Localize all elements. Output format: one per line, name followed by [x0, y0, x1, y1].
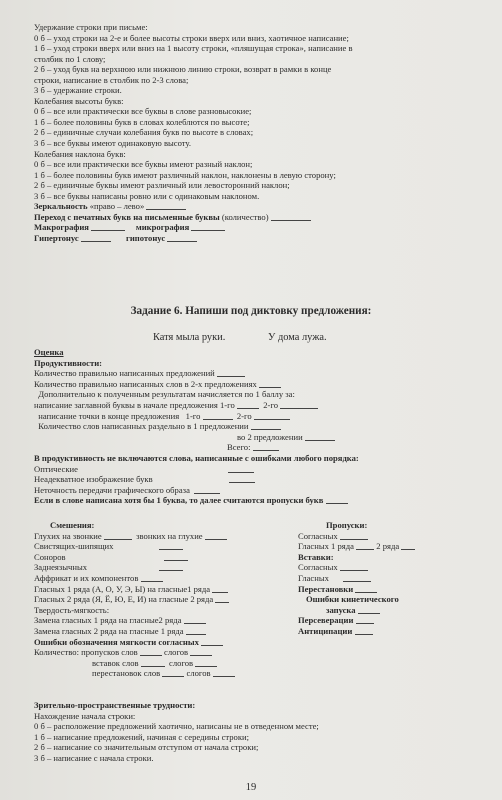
blank-line	[343, 581, 371, 582]
productivity-heading: Продуктивности:	[34, 357, 103, 368]
text: Перестановки	[298, 583, 354, 594]
omissions-heading: Пропуски:	[326, 520, 368, 530]
text-line: строки, написание в столбик по 2-3 слова;	[34, 74, 189, 85]
blank-line	[194, 493, 220, 494]
insertions-heading: Вставки:	[298, 551, 334, 562]
text: Оптические	[34, 463, 78, 474]
blank-line	[356, 549, 374, 550]
text: 2-го	[236, 410, 252, 421]
text: слогов	[169, 657, 194, 668]
blank-line	[217, 376, 245, 377]
micro-label: микрография	[135, 222, 190, 233]
page-number: 19	[245, 782, 257, 793]
blank-line	[280, 408, 318, 409]
blank-line	[215, 602, 229, 603]
text: Всего:	[227, 442, 251, 453]
total-line	[34, 442, 474, 453]
blank-line	[140, 655, 162, 656]
blank-line	[162, 676, 184, 677]
text-line: 1 б – более половины букв имеют различный наклон, наклонены в левую сторону;	[34, 169, 336, 180]
mixing-column	[34, 520, 284, 679]
words-count-line	[34, 379, 474, 390]
blank-line	[201, 645, 223, 646]
mirror-text: «право – лево»	[89, 201, 145, 212]
blank-line	[259, 387, 281, 388]
blank-line	[104, 539, 132, 540]
text: Количество: пропусков слов	[34, 647, 138, 658]
if-one-heading	[34, 495, 474, 506]
hardness-line: Твердость-мягкость:	[34, 604, 110, 615]
text: 2-го	[263, 399, 279, 410]
blank-line	[141, 666, 165, 667]
text: Соноров	[34, 551, 66, 562]
antic-line	[298, 626, 478, 637]
text-line: 3 б – написание с начала строки.	[34, 752, 154, 763]
blank-line	[195, 666, 217, 667]
blank-line	[205, 539, 227, 540]
text-line: 1 б – более половины букв в словах колеблются по высоте;	[34, 116, 250, 127]
spatial-sub: Нахождение начала строки:	[34, 710, 136, 721]
text: Неадекватное изображение букв	[34, 474, 153, 485]
not-included-heading: В продуктивность не включаются слова, написанные с ошибками любого порядка:	[34, 452, 359, 463]
text: Свистящих-шипящих	[34, 541, 114, 552]
text: звонких на глухие	[136, 530, 203, 541]
blank-line	[237, 408, 259, 409]
blank-line	[81, 241, 111, 242]
text: Замена гласных 1 ряда на гласные2 ряда	[34, 615, 182, 626]
transition-label: Переход с печатных букв на письменные буквы	[34, 211, 220, 222]
text-line: 2 б – уход букв на верхнюю или нижнюю линию строки, возврат в рамки в конце	[34, 64, 332, 75]
blank-line	[355, 634, 373, 635]
macro-label: Макрография	[34, 222, 89, 233]
kinetic-heading: Ошибки кинетического	[306, 594, 399, 605]
insert-line	[34, 658, 284, 669]
capital-line	[34, 400, 474, 411]
text: Неточность передачи графического образа	[34, 484, 190, 495]
blank-line	[305, 440, 335, 441]
mirror-line	[34, 201, 474, 212]
soft-errors-line	[34, 637, 284, 648]
blank-line	[228, 472, 254, 473]
perm-line	[34, 668, 284, 679]
text: Ошибки обозначения мягкости согласных	[34, 636, 199, 647]
sonor-line	[34, 552, 284, 563]
text: Гласных 1 ряда (А, О, У, Э, Ы) на гласные1 ряда	[34, 583, 211, 594]
text: Если в слове написана хотя бы 1 буква, то далее считаются пропуски букв	[34, 495, 324, 506]
text: вставок слов	[92, 657, 139, 668]
tonus-line	[34, 233, 474, 244]
mirror-label: Зеркальность	[34, 201, 88, 212]
hyper-label: Гипертонус	[34, 232, 79, 243]
count-line	[34, 647, 284, 658]
consonants-line	[298, 531, 478, 542]
text-line: 0 б – все или практически все буквы имеют разный наклон;	[34, 159, 253, 170]
voiced-line	[34, 531, 284, 542]
vowels2-line	[34, 594, 284, 605]
persev-line	[298, 615, 478, 626]
text-line: 3 б – удержание строки.	[34, 85, 122, 96]
perm-line	[298, 584, 478, 595]
hypo-label: гипотонус	[125, 232, 166, 243]
blank-line	[358, 613, 380, 614]
blank-line	[254, 419, 290, 420]
text: запуска	[326, 604, 356, 615]
text: 2 ряда	[376, 541, 400, 552]
text-line: Удержание строки при письме:	[34, 22, 148, 32]
text: Количество правильно написанных предложений	[34, 368, 215, 379]
blank-line	[253, 450, 279, 451]
text: Дополнительно к полученным результатам начисляется по 1 баллу за:	[38, 389, 295, 400]
spatial-heading: Зрительно-пространственные трудности:	[34, 700, 196, 710]
kinetic-line	[298, 605, 478, 616]
blank-line	[164, 560, 188, 561]
evaluation-block	[34, 347, 474, 506]
inadequate-line	[34, 474, 474, 485]
sibilant-line	[34, 541, 284, 552]
separate-words-line	[34, 421, 474, 432]
omissions-column	[298, 520, 478, 637]
text: Глухих на звонкие	[34, 530, 102, 541]
text-line: 0 б – все или практически все буквы в слове разновысокие;	[34, 106, 252, 117]
blank-line	[355, 592, 377, 593]
evaluation-heading: Оценка	[34, 347, 64, 357]
text-line: столбик по 1 слову;	[34, 53, 106, 64]
blank-line	[159, 570, 183, 571]
blank-line	[251, 429, 281, 430]
blank-line	[159, 549, 183, 550]
text-line: 1 б – написание предложений, начиная с середины строки;	[34, 731, 249, 742]
blank-line	[203, 419, 233, 420]
text: 1-го	[185, 410, 201, 421]
transition-text: (количество)	[221, 211, 269, 222]
text-line: Колебания высоты букв:	[34, 95, 124, 106]
second-sentence-line	[34, 432, 474, 443]
criteria-block	[34, 22, 474, 243]
blank-line	[186, 634, 206, 635]
text: написание точки в конце предложения	[38, 410, 180, 421]
vowels-row-line	[298, 541, 478, 552]
text: Антиципации	[298, 625, 353, 636]
sentence-one: Катя мыла руки.	[153, 332, 226, 343]
bonus-line	[34, 389, 474, 400]
blank-line	[167, 241, 197, 242]
blank-line	[340, 539, 368, 540]
text: слогов	[186, 668, 211, 679]
blank-line	[401, 549, 415, 550]
blank-line	[326, 503, 348, 504]
repl2-line	[34, 626, 284, 637]
text: перестановок слов	[92, 668, 161, 679]
text: слогов	[164, 647, 189, 658]
spatial-block	[34, 700, 474, 764]
transition-line	[34, 212, 474, 223]
text-line: 2 б – единичные буквы имеют различный или левосторонний наклон;	[34, 180, 290, 191]
vowels2-line	[298, 573, 478, 584]
blank-line	[146, 209, 186, 210]
blank-line	[340, 570, 368, 571]
text-line: 2 б – единичные случаи колебания букв по высоте в словах;	[34, 127, 254, 138]
text-line: 2 б – написание со значительным отступом от начала строки;	[34, 742, 259, 753]
text: Гласных 2 ряда (Я, Ё, Ю, Е, И) на гласные 2 ряда	[34, 594, 214, 605]
blank-line	[141, 581, 163, 582]
back-line	[34, 562, 284, 573]
text-line: 0 б – расположение предложений хаотично, написаны не в отведенном месте;	[34, 721, 319, 732]
vowels1-line	[34, 584, 284, 595]
inaccuracy-line	[34, 485, 474, 496]
text-line: Колебания наклона букв:	[34, 148, 126, 159]
text-line: 3 б – все буквы написаны ровно или с одинаковым наклоном.	[34, 190, 260, 201]
blank-line	[191, 230, 225, 231]
blank-line	[184, 623, 206, 624]
affricate-line	[34, 573, 284, 584]
text: Замена гласных 2 ряда на гласные 1 ряда	[34, 625, 184, 636]
text-line: 1 б – уход строки вверх или вниз на 1 высоту строки, «пляшущая строка», написание в	[34, 43, 353, 54]
text-line: 0 б – уход строки на 2-е и более высоты строки вверх или вниз, хаотичное написание;	[34, 32, 349, 43]
blank-line	[229, 482, 255, 483]
mixing-heading: Смешения:	[50, 520, 95, 530]
text: Заднеязычных	[34, 562, 88, 573]
dot-line	[34, 411, 474, 422]
blank-line	[91, 230, 125, 231]
consonants2-line	[298, 562, 478, 573]
task-title: Задание 6. Напиши под диктовку предложения:	[130, 305, 372, 317]
blank-line	[190, 655, 212, 656]
text: Гласных 1 ряда	[298, 541, 354, 552]
text: Аффрикат и их компонентов	[34, 572, 139, 583]
optical-line	[34, 464, 474, 475]
text: Гласных	[298, 572, 329, 583]
repl1-line	[34, 615, 284, 626]
text: Количество правильно написанных слов в 2-х предложениях	[34, 378, 257, 389]
text: Количество слов написанных раздельно в 1 предложении	[38, 421, 249, 432]
macro-line	[34, 222, 474, 233]
sentence-two: У дома лужа.	[268, 332, 327, 343]
text: во 2 предложении	[237, 431, 303, 442]
text: Согласных	[298, 530, 338, 541]
sentences-count-line	[34, 368, 474, 379]
blank-line	[212, 592, 228, 593]
blank-line	[356, 623, 374, 624]
text: Согласных	[298, 562, 338, 573]
text: Персеверации	[298, 615, 354, 626]
blank-line	[213, 676, 235, 677]
text-line: 3 б – все буквы имеют одинаковую высоту.	[34, 138, 192, 149]
blank-line	[271, 220, 311, 221]
text: написание заглавной буквы в начале предложения 1-го	[34, 399, 235, 410]
